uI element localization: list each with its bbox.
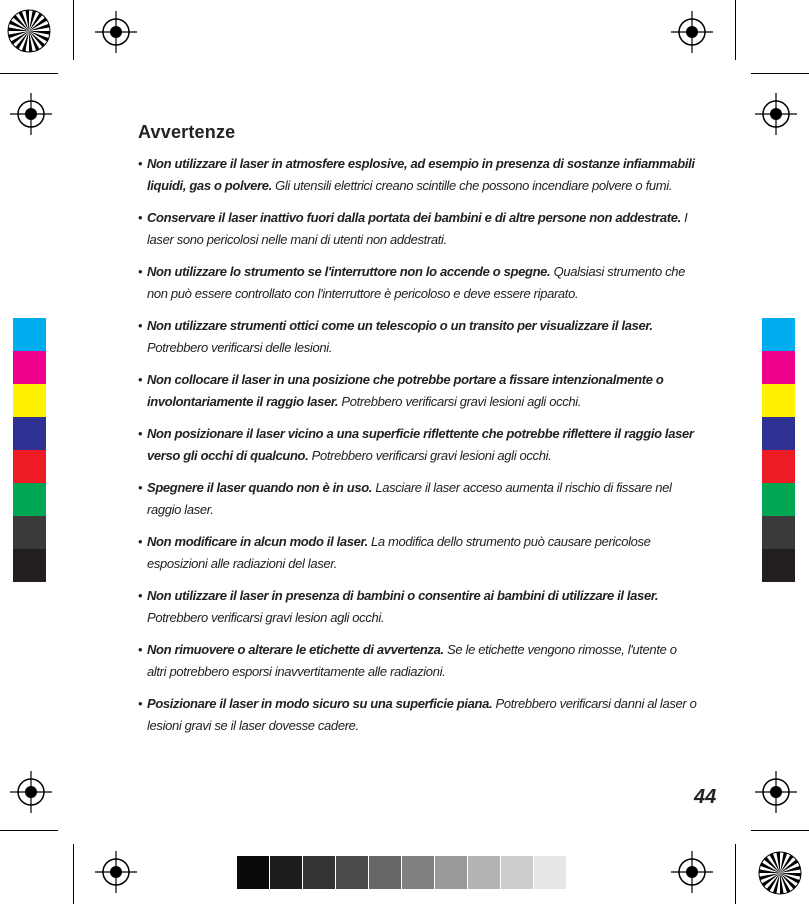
- warning-text: Potrebbero verificarsi gravi lesioni agli occhi.: [308, 448, 552, 463]
- registration-mark-icon: [755, 93, 797, 135]
- gray-step: [402, 856, 435, 889]
- warnings-section: [138, 122, 698, 747]
- crop-mark: [73, 844, 74, 904]
- crop-mark: [0, 830, 58, 831]
- warning-text: Lasciare il laser acceso aumenta il rischio di fissare nel raggio laser.: [147, 480, 672, 517]
- bullet-icon: •: [138, 534, 143, 549]
- bullet-icon: •: [138, 210, 143, 225]
- color-swatch: [13, 549, 46, 582]
- gray-step: [369, 856, 402, 889]
- bullet-icon: •: [138, 372, 143, 387]
- bullet-icon: •: [138, 156, 143, 171]
- color-swatch: [13, 450, 46, 483]
- registration-mark-icon: [671, 851, 713, 893]
- warning-text: Potrebbero verificarsi gravi lesion agli occhi.: [147, 610, 385, 625]
- registration-mark-icon: [10, 93, 52, 135]
- registration-mark-icon: [755, 771, 797, 813]
- bullet-icon: •: [138, 264, 143, 279]
- color-swatch: [13, 384, 46, 417]
- crop-mark: [0, 73, 58, 74]
- color-swatch: [13, 516, 46, 549]
- warning-title: Non utilizzare il laser in atmosfere esplosive, ad esempio in presenza di sostanze infiammabili liquidi, gas o polvere.: [147, 156, 695, 193]
- gray-step: [534, 856, 567, 889]
- color-swatch: [762, 351, 795, 384]
- warning-list: [138, 153, 698, 737]
- warning-item: [138, 369, 698, 413]
- warning-item: [138, 315, 698, 359]
- warning-title: Spegnere il laser quando non è in uso.: [147, 480, 373, 495]
- color-swatch: [13, 318, 46, 351]
- warning-item: [138, 477, 698, 521]
- warning-title: Non utilizzare lo strumento se l'interruttore non lo accende o spegne.: [147, 264, 551, 279]
- warning-item: [138, 261, 698, 305]
- bullet-icon: •: [138, 696, 143, 711]
- warning-title: Posizionare il laser in modo sicuro su una superficie piana.: [147, 696, 493, 711]
- section-heading: Avvertenze: [138, 122, 236, 142]
- crop-mark: [751, 73, 809, 74]
- crop-mark: [751, 830, 809, 831]
- warning-title: Non utilizzare il laser in presenza di bambini o consentire ai bambini di utilizzare il laser.: [147, 588, 659, 603]
- gray-step: [501, 856, 534, 889]
- color-swatch: [13, 351, 46, 384]
- color-swatch: [762, 516, 795, 549]
- gray-step: [336, 856, 369, 889]
- warning-title: Conservare il laser inattivo fuori dalla portata dei bambini e di altre persone non addestrate.: [147, 210, 681, 225]
- bullet-icon: •: [138, 642, 143, 657]
- bullet-icon: •: [138, 318, 143, 333]
- warning-title: Non collocare il laser in una posizione che potrebbe portare a fissare intenzionalmente o involontariamente il raggio laser.: [147, 372, 664, 409]
- color-bar-right: [762, 318, 795, 582]
- color-swatch: [762, 384, 795, 417]
- color-bar-left: [13, 318, 46, 582]
- warning-text: Qualsiasi strumento che non può essere controllato con l'interruttore è pericoloso e deve essere riparato.: [147, 264, 685, 301]
- gray-step: [468, 856, 501, 889]
- color-swatch: [13, 483, 46, 516]
- gray-step: [435, 856, 468, 889]
- crop-mark: [73, 0, 74, 60]
- gray-step: [270, 856, 303, 889]
- sunburst-target-icon: [757, 850, 803, 896]
- warning-title: Non rimuovere o alterare le etichette di avvertenza.: [147, 642, 444, 657]
- bullet-icon: •: [138, 426, 143, 441]
- crop-mark: [735, 844, 736, 904]
- color-swatch: [762, 483, 795, 516]
- warning-item: [138, 639, 698, 683]
- color-swatch: [762, 549, 795, 582]
- warning-title: Non utilizzare strumenti ottici come un telescopio o un transito per visualizzare il laser.: [147, 318, 653, 333]
- warning-text: Potrebbero verificarsi delle lesioni.: [147, 340, 333, 355]
- gray-step: [237, 856, 270, 889]
- sunburst-target-icon: [6, 8, 52, 54]
- registration-mark-icon: [95, 11, 137, 53]
- warning-item: [138, 531, 698, 575]
- color-swatch: [13, 417, 46, 450]
- registration-mark-icon: [10, 771, 52, 813]
- gray-step: [303, 856, 336, 889]
- gray-step-bar: [237, 856, 567, 889]
- color-swatch: [762, 318, 795, 351]
- warning-item: [138, 423, 698, 467]
- warning-title: Non modificare in alcun modo il laser.: [147, 534, 368, 549]
- warning-text: Se le etichette vengono rimosse, l'utente o altri potrebbero esporsi inavvertitamente alle radiazioni.: [147, 642, 677, 679]
- warning-item: [138, 207, 698, 251]
- registration-mark-icon: [95, 851, 137, 893]
- bullet-icon: •: [138, 588, 143, 603]
- color-swatch: [762, 417, 795, 450]
- warning-text: Potrebbero verificarsi gravi lesioni agli occhi.: [338, 394, 582, 409]
- warning-text: La modifica dello strumento può causare pericolose esposizioni alle radiazioni del laser.: [147, 534, 651, 571]
- warning-text: Gli utensili elettrici creano scintille che possono incendiare polvere o fumi.: [271, 178, 672, 193]
- warning-text: I laser sono pericolosi nelle mani di utenti non addestrati.: [147, 210, 688, 247]
- warning-item: [138, 693, 698, 737]
- color-swatch: [762, 450, 795, 483]
- bullet-icon: •: [138, 480, 143, 495]
- warning-item: [138, 153, 698, 197]
- crop-mark: [735, 0, 736, 60]
- page-number: 44: [694, 786, 717, 808]
- warning-title: Non posizionare il laser vicino a una superficie riflettente che potrebbe riflettere il raggio laser verso gli occhi di qualcuno.: [147, 426, 694, 463]
- warning-item: [138, 585, 698, 629]
- registration-mark-icon: [671, 11, 713, 53]
- warning-text: Potrebbero verificarsi danni al laser o lesioni gravi se il laser dovesse cadere.: [147, 696, 697, 733]
